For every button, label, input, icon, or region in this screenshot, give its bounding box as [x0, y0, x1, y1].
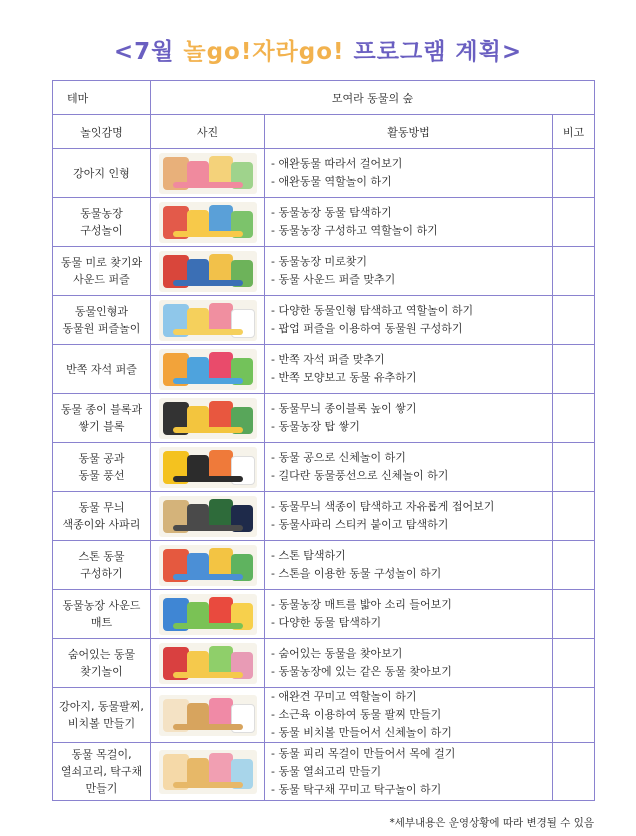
- page-title: [0, 33, 636, 66]
- toy-photo-image: [159, 695, 257, 736]
- toy-name-line: 강아지 인형: [73, 166, 130, 180]
- table-row: [53, 492, 595, 541]
- photo-shape: [173, 782, 243, 788]
- note-cell: [553, 296, 595, 345]
- toy-name-cell: [53, 743, 151, 801]
- activity-line: - 애완견 꾸미고 역할놀이 하기: [271, 690, 417, 703]
- activity-line: - 동물농장 매트를 밟아 소리 들어보기: [271, 598, 452, 611]
- toy-name-line: 반쪽 자석 퍼즐: [66, 362, 137, 376]
- toy-name-cell: [53, 688, 151, 743]
- toy-name-line: 동물 공과: [78, 452, 125, 465]
- toy-photo-cell: [151, 296, 265, 345]
- toy-name-cell: [53, 149, 151, 198]
- toy-name-line: 비치볼 만들기: [67, 717, 136, 730]
- activity-line: - 길다란 동물풍선으로 신체놀이 하기: [271, 469, 449, 482]
- activity-line: - 동물 공으로 신체놀이 하기: [271, 451, 406, 464]
- activity-method-cell: [265, 443, 553, 492]
- toy-photo-image: [159, 153, 257, 194]
- toy-name-line: 매트: [90, 616, 113, 629]
- activity-method-cell: [265, 590, 553, 639]
- table-row: [53, 541, 595, 590]
- toy-name-line: 동물농장: [80, 207, 123, 220]
- photo-shape: [173, 280, 243, 286]
- activity-line: - 동물무늬 색종이 탐색하고 자유롭게 접어보기: [271, 500, 495, 513]
- toy-photo-cell: [151, 247, 265, 296]
- toy-photo-cell: [151, 639, 265, 688]
- activity-line: - 소근육 이용하여 동물 팔찌 만들기: [271, 708, 442, 721]
- toy-name-line: 동물 종이 블록과: [60, 403, 143, 416]
- toy-name-line: 동물 무늬: [78, 501, 125, 514]
- toy-name-line: 강아지, 동물팔찌,: [59, 700, 144, 713]
- activity-line: - 동물 비치볼 만들어서 신체놀이 하기: [271, 726, 452, 739]
- toy-name-cell: [53, 639, 151, 688]
- activity-line: - 동물사파리 스티커 붙이고 탐색하기: [271, 518, 449, 531]
- activity-line: - 반쪽 모양보고 동물 유추하기: [271, 371, 417, 384]
- photo-shape: [173, 378, 243, 384]
- photo-shape: [173, 623, 243, 629]
- photo-shape: [173, 231, 243, 237]
- activity-method-cell: [265, 743, 553, 801]
- toy-name-cell: [53, 394, 151, 443]
- theme-row: [53, 81, 595, 115]
- note-cell: [553, 492, 595, 541]
- table-row: [53, 394, 595, 443]
- title-part-3: 프로그램 계획>: [344, 39, 523, 65]
- activity-line: - 숨어있는 동물을 찾아보기: [271, 647, 403, 660]
- toy-photo-image: [159, 202, 257, 243]
- photo-shape: [173, 672, 243, 678]
- toy-photo-image: [159, 594, 257, 635]
- toy-name-line: 사운드 퍼즐: [73, 273, 130, 286]
- note-cell: [553, 541, 595, 590]
- toy-name-cell: [53, 541, 151, 590]
- toy-name-line: 스톤 동물: [78, 550, 125, 563]
- toy-name-line: 숨어있는 동물: [67, 648, 136, 661]
- activity-line: - 다양한 동물 탐색하기: [271, 616, 382, 629]
- toy-name-line: 동물농장 사운드: [62, 599, 141, 612]
- activity-line: - 동물농장 동물 탐색하기: [271, 206, 392, 219]
- toy-photo-cell: [151, 443, 265, 492]
- toy-name-line: 동물원 퍼즐놀이: [62, 322, 141, 335]
- table-row: [53, 443, 595, 492]
- activity-line: - 동물 피리 목걸이 만들어서 목에 걸기: [271, 746, 456, 760]
- activity-line: - 동물농장 미로찾기: [271, 255, 367, 268]
- note-cell: [553, 590, 595, 639]
- activity-line: - 스톤을 이용한 동물 구성놀이 하기: [271, 567, 442, 580]
- table-row: [53, 247, 595, 296]
- toy-name-line: 동물인형과: [74, 305, 129, 318]
- toy-photo-cell: [151, 590, 265, 639]
- note-cell: [553, 639, 595, 688]
- toy-name-cell: [53, 443, 151, 492]
- note-cell: [553, 247, 595, 296]
- toy-photo-image: [159, 447, 257, 488]
- toy-photo-image: [159, 300, 257, 341]
- toy-photo-cell: [151, 198, 265, 247]
- photo-shape: [173, 525, 243, 531]
- activity-method-cell: [265, 688, 553, 743]
- toy-name-line: 색종이와 사파리: [62, 518, 141, 531]
- activity-line: - 동물 사운드 퍼즐 맞추기: [271, 273, 396, 286]
- toy-photo-image: [159, 349, 257, 390]
- table-row: [53, 296, 595, 345]
- toy-name-line: 구성놀이: [80, 224, 123, 237]
- activity-line: - 스톤 탐색하기: [271, 549, 346, 562]
- header-row: [53, 115, 595, 149]
- toy-photo-image: [159, 398, 257, 439]
- note-cell: [553, 345, 595, 394]
- table-row: [53, 345, 595, 394]
- activity-line: - 동물농장 탑 쌓기: [271, 420, 360, 433]
- header-name: 놀잇감명: [53, 115, 151, 149]
- activity-method-cell: [265, 541, 553, 590]
- footnote: *세부내용은 운영상황에 따라 변경될 수 있음: [389, 817, 594, 829]
- activity-line: - 동물농장 구성하고 역할놀이 하기: [271, 224, 438, 237]
- header-note: 비고: [553, 115, 595, 149]
- toy-name-cell: [53, 198, 151, 247]
- toy-photo-cell: [151, 345, 265, 394]
- photo-shape: [173, 329, 243, 335]
- activity-line: - 동물 탁구채 꾸미고 탁구놀이 하기: [271, 782, 442, 796]
- toy-photo-cell: [151, 743, 265, 801]
- toy-name-cell: [53, 296, 151, 345]
- theme-value: 모여라 동물의 숲: [151, 81, 595, 115]
- table-row: [53, 688, 595, 743]
- toy-name-cell: [53, 492, 151, 541]
- toy-name-line: 만들기: [85, 782, 118, 795]
- note-cell: [553, 743, 595, 801]
- note-cell: [553, 149, 595, 198]
- activity-line: - 팝업 퍼즐을 이용하여 동물원 구성하기: [271, 322, 463, 335]
- toy-name-line: 찾기놀이: [80, 665, 123, 678]
- toy-photo-cell: [151, 149, 265, 198]
- note-cell: [553, 394, 595, 443]
- activity-line: - 애완동물 따라서 걸어보기: [271, 157, 403, 170]
- activity-line: - 동물무늬 종이블록 높이 쌓기: [271, 402, 417, 415]
- header-method: 활동방법: [265, 115, 553, 149]
- toy-name-line: 쌓기 블록: [78, 420, 125, 433]
- toy-photo-cell: [151, 541, 265, 590]
- title-program-name: 놀go!자라go!: [183, 39, 345, 65]
- table-row: [53, 743, 595, 801]
- activity-line: - 동물 열쇠고리 만들기: [271, 764, 382, 778]
- table-row: [53, 198, 595, 247]
- activity-line: - 애완동물 역할놀이 하기: [271, 175, 392, 188]
- table-row: [53, 149, 595, 198]
- photo-shape: [173, 574, 243, 580]
- table-row: [53, 590, 595, 639]
- note-cell: [553, 198, 595, 247]
- toy-photo-image: [159, 750, 257, 794]
- toy-name-line: 동물 목걸이,: [71, 748, 132, 761]
- photo-shape: [173, 724, 243, 730]
- activity-method-cell: [265, 639, 553, 688]
- toy-name-cell: [53, 345, 151, 394]
- toy-photo-cell: [151, 688, 265, 743]
- toy-name-line: 동물 미로 찾기와: [60, 256, 143, 269]
- activity-method-cell: [265, 247, 553, 296]
- activity-line: - 다양한 동물인형 탐색하고 역할놀이 하기: [271, 304, 474, 317]
- program-plan-table: [52, 80, 595, 801]
- activity-line: - 동물농장에 있는 같은 동물 찾아보기: [271, 665, 452, 678]
- activity-method-cell: [265, 149, 553, 198]
- activity-method-cell: [265, 198, 553, 247]
- photo-shape: [173, 182, 243, 188]
- title-part-1: <7월: [113, 39, 184, 65]
- activity-method-cell: [265, 296, 553, 345]
- activity-method-cell: [265, 345, 553, 394]
- activity-method-cell: [265, 394, 553, 443]
- toy-name-line: 열쇠고리, 탁구채: [60, 765, 143, 778]
- photo-shape: [173, 476, 243, 482]
- activity-method-cell: [265, 492, 553, 541]
- table-row: [53, 639, 595, 688]
- toy-photo-image: [159, 545, 257, 586]
- toy-name-line: 구성하기: [80, 567, 123, 580]
- toy-photo-image: [159, 251, 257, 292]
- toy-name-line: 동물 풍선: [78, 469, 125, 482]
- photo-shape: [173, 427, 243, 433]
- toy-photo-image: [159, 643, 257, 684]
- note-cell: [553, 688, 595, 743]
- toy-name-cell: [53, 590, 151, 639]
- theme-label: 테마: [53, 81, 151, 115]
- toy-name-cell: [53, 247, 151, 296]
- toy-photo-image: [159, 496, 257, 537]
- note-cell: [553, 443, 595, 492]
- toy-photo-cell: [151, 492, 265, 541]
- header-photo: 사진: [151, 115, 265, 149]
- activity-line: - 반쪽 자석 퍼즐 맞추기: [271, 353, 385, 366]
- toy-photo-cell: [151, 394, 265, 443]
